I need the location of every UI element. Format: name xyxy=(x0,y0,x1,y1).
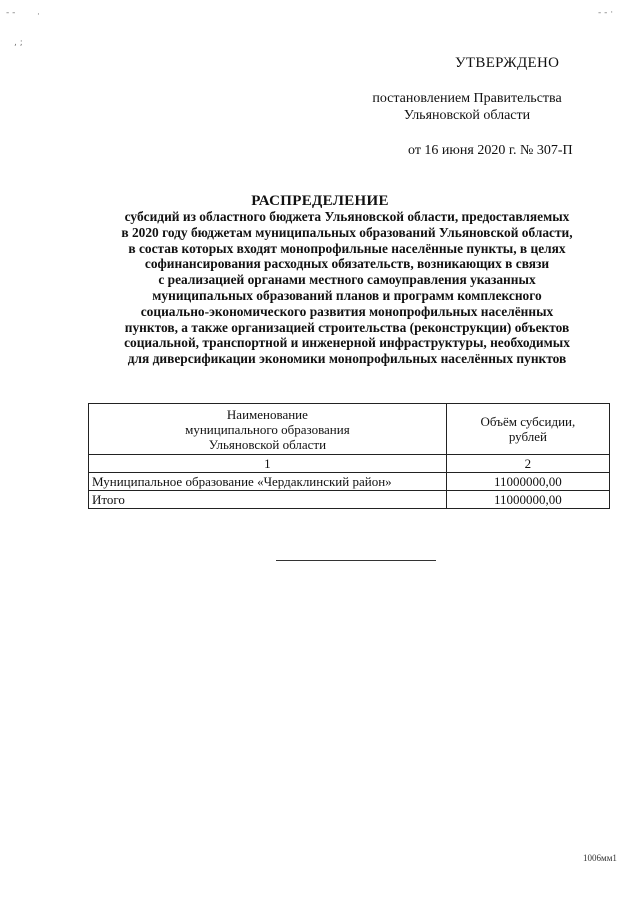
header-line: Ульяновской области xyxy=(208,436,327,452)
scan-artifact: · xyxy=(37,10,40,20)
header-line: муниципального образования xyxy=(185,421,350,437)
subtitle-line: муниципальных образований планов и программ комплексного xyxy=(152,287,542,303)
subtitle-line: субсидий из областного бюджета Ульяновской области, предоставляемых xyxy=(124,209,570,224)
subtitle-line: для диверсификации экономики монопрофильных населённых пунктов xyxy=(127,351,567,367)
subsidy-amount: 11000000,00 xyxy=(446,473,609,491)
column-number: 2 xyxy=(446,455,609,473)
header-line: рублей xyxy=(508,429,547,444)
subtitle-line: в 2020 году бюджетам муниципальных образований Ульяновской области, xyxy=(121,224,573,240)
total-amount: 11000000,00 xyxy=(446,491,609,509)
total-label: Итого xyxy=(89,491,447,509)
table-row xyxy=(89,473,610,491)
scan-artifact: - - · xyxy=(598,8,614,18)
decree-line: постановлением Правительства xyxy=(372,91,562,106)
table-total-row xyxy=(89,491,610,509)
subtitle-line: с реализацией органами местного самоуправления указанных xyxy=(158,272,536,288)
subtitle-line: пунктов, а также организацией строительства (реконструкции) объектов xyxy=(124,319,570,335)
table-header-row xyxy=(89,404,610,455)
header-line: Наименование xyxy=(226,406,308,422)
document-subtitle xyxy=(78,209,616,367)
header-line: Объём субсидии, xyxy=(480,414,576,429)
municipality-name: Муниципальное образование «Чердаклинский район» xyxy=(89,473,447,491)
scan-artifact: - - xyxy=(6,8,16,18)
scan-artifact: , ; xyxy=(14,38,23,48)
approved-stamp-text: УТВЕРЖДЕНО xyxy=(455,55,560,71)
subtitle-line: социальной, транспортной и инженерной инфраструктуры, необходимых xyxy=(124,335,570,351)
subtitle-line: софинансирования расходных обязательств, возникающих в связи xyxy=(144,256,550,272)
header-subsidy-amount xyxy=(446,404,609,455)
closing-rule-divider xyxy=(276,560,436,561)
document-code: 1006мм1 xyxy=(583,853,617,863)
subsidy-distribution-table xyxy=(88,403,610,509)
decree-line: Ульяновской области xyxy=(403,108,531,123)
column-number-row xyxy=(89,455,610,473)
decree-reference xyxy=(330,90,604,124)
document-title: РАСПРЕДЕЛЕНИЕ xyxy=(251,193,389,209)
subtitle-line: в состав которых входят монопрофильные населённые пункты, в целях xyxy=(128,240,566,256)
decree-date: от 16 июня 2020 г. № 307-П xyxy=(408,143,573,158)
subtitle-line: социально-экономического развития монопрофильных населённых xyxy=(140,303,554,319)
header-municipality xyxy=(89,404,447,455)
column-number: 1 xyxy=(89,455,447,473)
